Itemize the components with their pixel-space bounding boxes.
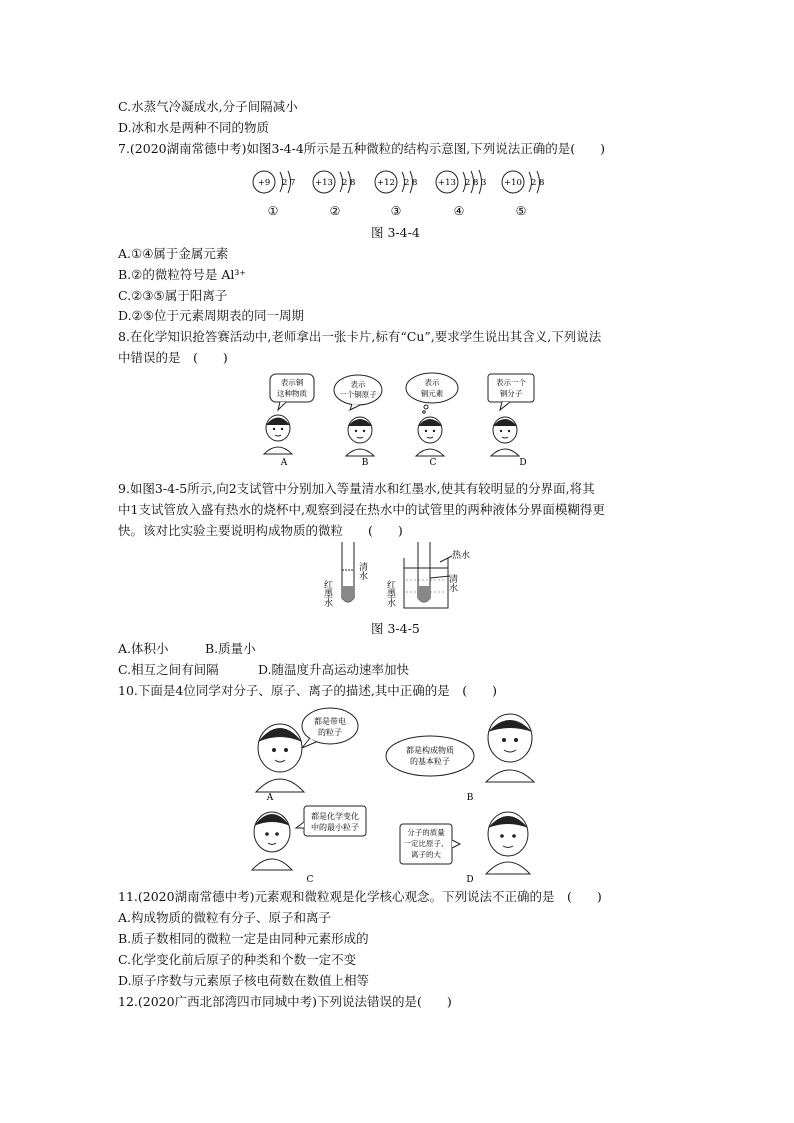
q8-bubble-d-line2: 铜分子 (499, 389, 523, 398)
q9-stem-line-3: 快。该对比实验主要说明构成物质的微粒 ( ) (118, 523, 403, 538)
q11-option-c: C.化学变化前后原子的种类和个数一定不变 (118, 952, 357, 967)
atom-4-shell-1: 2 (465, 178, 471, 188)
q10-student-d (400, 812, 530, 885)
atom-4-nucleus: +13 (438, 178, 456, 188)
q8-bubble-c-line1: 表示 (424, 378, 440, 387)
q8-student-b (334, 375, 382, 468)
q10-bubble-b-line1: 都是构成物质 (406, 746, 454, 755)
figure-caption-3-4-5: 图 3-4-5 (371, 621, 420, 636)
q8-bubble-b-line2: 一个铜原子 (339, 390, 377, 399)
atom-2 (313, 171, 355, 193)
q9-option-d: D.随温度升高运动速率加快 (258, 662, 410, 677)
atom-label-5: ⑤ (515, 204, 527, 218)
q10-bubble-a-line1: 都是带电 (314, 717, 346, 726)
q8-bubble-a-line2: 这种物质 (277, 389, 307, 398)
atom-label-2: ② (329, 204, 341, 218)
q10-student-a (256, 708, 358, 803)
atom-3-shell-1: 2 (404, 178, 410, 188)
q8-student-d (488, 374, 534, 468)
atom-5-shell-1: 2 (531, 178, 537, 188)
q9-stem-line-2: 中1支试管放入盛有热水的烧杯中,观察到浸在热水中的试管里的两种液体分界面模糊得更 (118, 502, 605, 517)
q10-label-d: D (466, 875, 474, 885)
atom-2-shell-2: 8 (350, 178, 356, 188)
q10-bubble-b-line2: 的基本粒子 (410, 757, 450, 766)
q6-option-c: C.水蒸气冷凝成水,分子间隔减小 (118, 99, 298, 114)
q6-option-d: D.冰和水是两种不同的物质 (118, 120, 270, 135)
atom-label-1: ① (267, 204, 279, 218)
q10-bubble-d-line2: 一定比原子、 (403, 839, 449, 848)
q10-bubble-a-line2: 的粒子 (318, 728, 342, 737)
q10-student-b (386, 714, 534, 803)
q7-stem: 7.(2020湖南常德中考)如图3-4-4所示是五种微粒的结构示意图,下列说法正确的是( ) (118, 141, 606, 156)
atom-1-nucleus: +9 (257, 178, 271, 188)
q8-label-c: C (429, 458, 437, 468)
atom-label-4: ④ (453, 204, 465, 218)
q9-stem-line-1: 9.如图3-4-5所示,向2支试管中分别加入等量清水和红墨水,使其有较明显的分界面,将其 (118, 481, 595, 496)
q7-option-c: C.②③⑤属于阳离子 (118, 288, 228, 303)
q11-option-d: D.原子序数与元素原子核电荷数在数值上相等 (118, 973, 370, 988)
atom-label-3: ③ (390, 204, 402, 218)
q11-option-a: A.构成物质的微粒有分子、原子和离子 (118, 910, 332, 925)
q8-label-b: B (361, 458, 369, 468)
atom-5-nucleus: +10 (504, 178, 522, 188)
q7-option-b: B.②的微粒符号是 Al³⁺ (118, 267, 246, 282)
q10-bubble-d-line3: 离子的大 (411, 850, 441, 859)
q10-student-c (252, 806, 366, 885)
q7-option-d: D.②⑤位于元素周期表的同一周期 (118, 308, 304, 323)
q9-option-b: B.质量小 (205, 641, 256, 656)
q9-option-c: C.相互之间有间隔 (118, 662, 219, 677)
atom-4-shell-3: 3 (481, 178, 487, 188)
atom-4-shell-2: 8 (473, 178, 479, 188)
q8-student-a (264, 374, 314, 468)
q8-bubble-a-line1: 表示铜 (280, 378, 304, 387)
q12-stem: 12.(2020广西北部湾四市同城中考)下列说法错误的是( ) (118, 994, 452, 1009)
q10-bubble-c-line2: 中的最小粒子 (311, 823, 359, 832)
q8-student-c (406, 373, 458, 468)
label-red-ink-right: 红墨水 (385, 580, 395, 607)
q10-illustration (240, 700, 550, 890)
atom-1 (253, 171, 295, 193)
q8-bubble-b-line1: 表示 (350, 380, 366, 389)
q8-stem-line-2: 中错误的是 ( ) (118, 350, 228, 365)
q8-bubble-c-line2: 铜元素 (420, 389, 444, 398)
q10-stem: 10.下面是4位同学对分子、原子、离子的描述,其中正确的是 ( ) (118, 683, 498, 698)
q10-bubble-c-line1: 都是化学变化 (311, 812, 359, 821)
label-red-ink-left: 红墨水 (322, 580, 332, 607)
q11-option-b: B.质子数相同的微粒一定是由同种元素形成的 (118, 931, 369, 946)
q10-bubble-d-line1: 分子的质量 (407, 828, 445, 837)
atom-2-nucleus: +13 (315, 178, 333, 188)
test-tube-right (418, 542, 430, 602)
atom-3-nucleus: +12 (377, 178, 395, 188)
atom-2-shell-1: 2 (342, 178, 348, 188)
q7-option-a: A.①④属于金属元素 (118, 246, 229, 261)
q8-bubble-d-line1: 表示一个 (496, 378, 526, 387)
q11-stem: 11.(2020湖南常德中考)元素观和微粒观是化学核心观念。下列说法不正确的是 ( ) (118, 889, 602, 904)
atom-5 (502, 171, 544, 193)
label-water-right: 清水 (447, 574, 457, 592)
q8-label-d: D (519, 458, 527, 468)
atom-5-shell-2: 8 (539, 178, 545, 188)
label-hot-water: 热水 (452, 551, 471, 561)
atom-3 (375, 171, 417, 193)
q8-label-a: A (280, 458, 288, 468)
figure-caption-3-4-4: 图 3-4-4 (371, 225, 420, 240)
q10-label-a: A (266, 793, 274, 803)
atom-3-shell-2: 8 (412, 178, 418, 188)
q9-test-tube-diagram (300, 540, 500, 615)
atom-4 (436, 170, 486, 194)
label-water-left: 清水 (357, 562, 367, 580)
test-tube-left (342, 542, 354, 602)
q8-stem-line-1: 8.在化学知识抢答赛活动中,老师拿出一张卡片,标有“Cu”,要求学生说出其含义,下列说法 (118, 329, 602, 344)
q10-label-b: B (466, 793, 474, 803)
q10-label-c: C (306, 875, 314, 885)
q9-option-a: A.体积小 (118, 641, 169, 656)
atom-1-shell-2: 7 (290, 178, 296, 188)
atom-1-shell-1: 2 (282, 178, 288, 188)
q8-illustration (250, 370, 560, 470)
